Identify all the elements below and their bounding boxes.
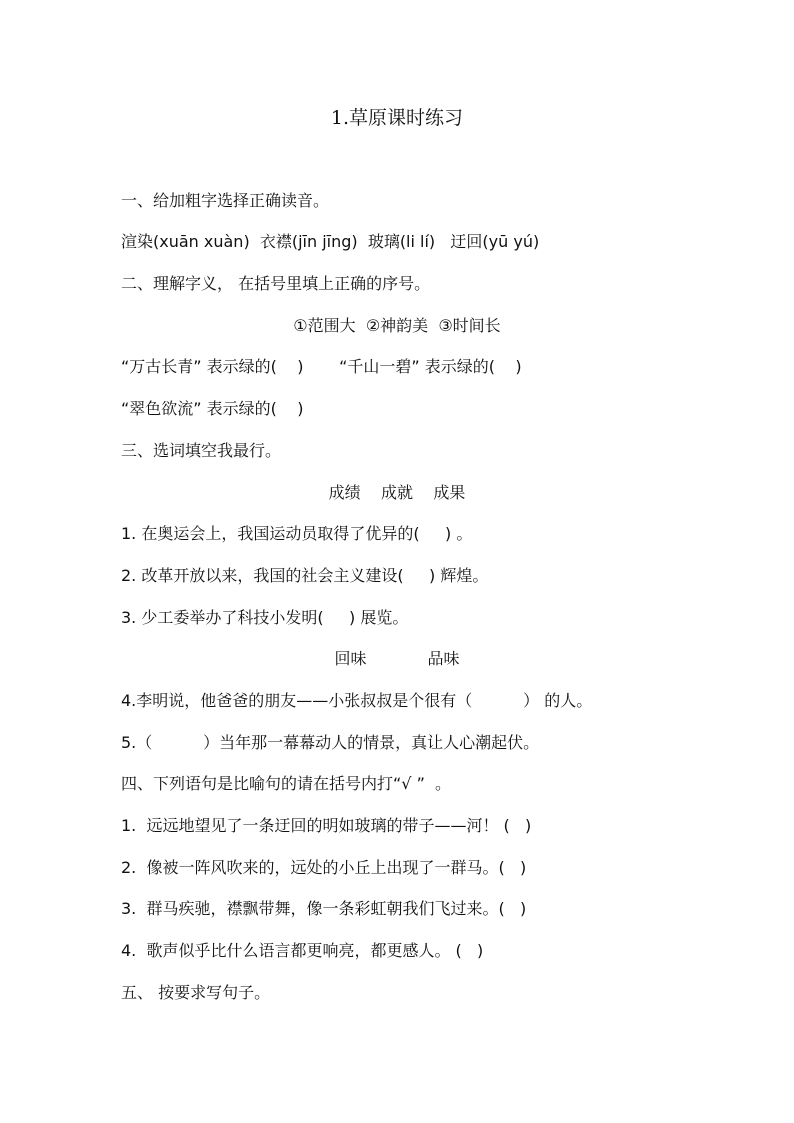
section-1-pinyin-items: 渲染(xuān xuàn) 衣襟(jīn jīng) 玻璃(li lí) 迂回(yū yú): [121, 232, 540, 251]
section-2-heading: 二、理解字义， 在括号里填上正确的序号。: [121, 274, 431, 293]
section-5-heading: 五、 按要求写句子。: [121, 983, 271, 1002]
section-4-question-2: 2. 像被一阵风吹来的，远处的小丘上出现了一群马。( ): [121, 858, 527, 877]
section-3-word-bank-2: 回味 品味: [334, 649, 460, 668]
section-3-question-4: 4.李明说，他爸爸的朋友——小张叔叔是个很有（ ） 的人。: [121, 691, 593, 710]
section-4-question-3: 3. 群马疾驰，襟飘带舞，像一条彩虹朝我们飞过来。( ): [121, 899, 527, 918]
section-3-question-5: 5.（ ）当年那一幕幕动人的情景，真让人心潮起伏。: [121, 733, 540, 752]
section-3-question-3: 3. 少工委举办了科技小发明( ) 展览。: [121, 608, 409, 627]
section-3-question-2: 2. 改革开放以来，我国的社会主义建设( ) 辉煌。: [121, 566, 489, 585]
section-2-question-2: “翠色欲流” 表示绿的( ): [121, 399, 304, 418]
section-3-heading: 三、选词填空我最行。: [121, 441, 282, 460]
section-2-question-1: “万古长青” 表示绿的( ) “千山一碧” 表示绿的( ): [121, 357, 522, 376]
section-4-question-4: 4. 歌声似乎比什么语言都更响亮，都更感人。 ( ): [121, 941, 484, 960]
section-4-heading: 四、下列语句是比喻句的请在括号内打“√ ” 。: [121, 774, 452, 793]
section-2-options: ①范围大 ②神韵美 ③时间长: [293, 316, 501, 335]
section-3-word-bank-1: 成绩 成就 成果: [328, 483, 466, 502]
section-4-question-1: 1. 远远地望见了一条迂回的明如玻璃的带子——河！ ( ): [121, 816, 532, 835]
page-title: 1.草原课时练习: [330, 107, 464, 129]
section-1-heading: 一、给加粗字选择正确读音。: [121, 191, 330, 210]
section-3-question-1: 1. 在奥运会上，我国运动员取得了优异的( ) 。: [121, 524, 473, 543]
